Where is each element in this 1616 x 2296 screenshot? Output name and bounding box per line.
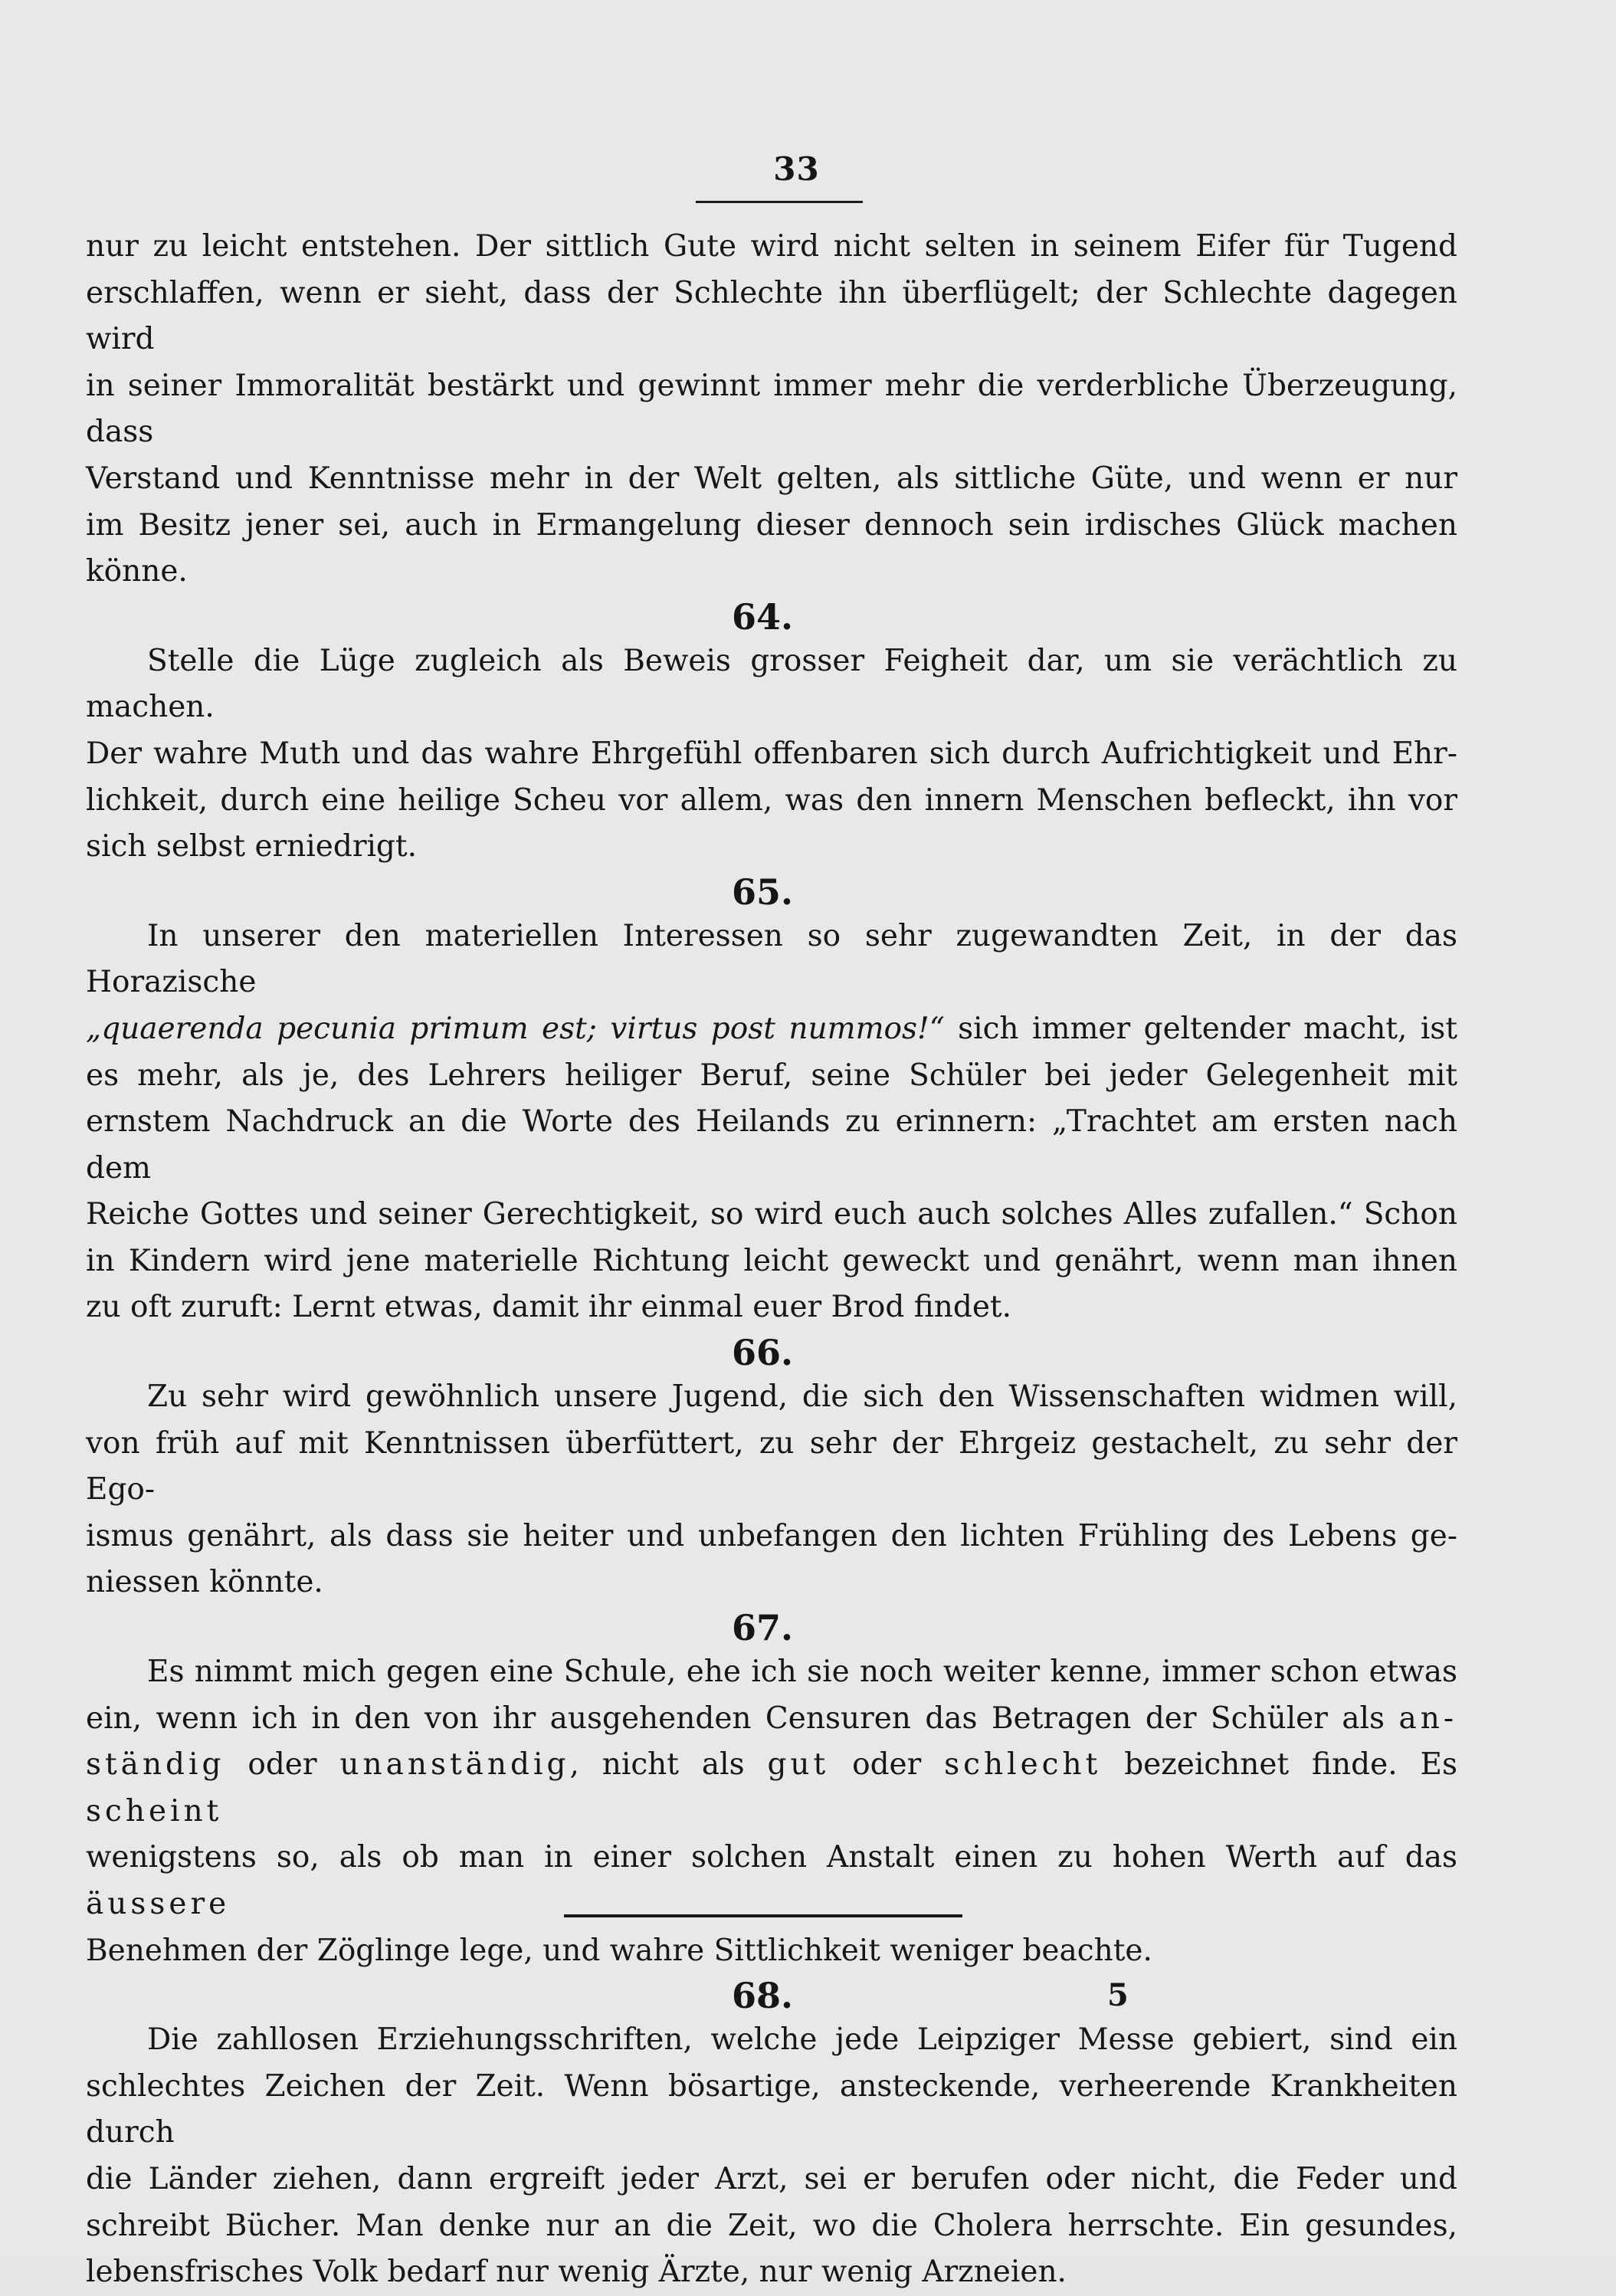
body-text — [86, 224, 1457, 2296]
text-line: zu oft zuruft: Lernt etwas, damit ihr einmal euer Brod findet. — [86, 1290, 1011, 1325]
text-fragment: bezeichnet finde. Es — [1101, 1747, 1457, 1783]
text-line: sich selbst erniedrigt. — [86, 829, 417, 864]
text-line: Der wahre Muth und das wahre Ehrgefühl offenbaren sich durch Aufrichtigkeit und Ehr- — [86, 736, 1457, 771]
spaced-word: scheint — [86, 1793, 223, 1829]
section-number-66: 66. — [731, 1332, 794, 1374]
spaced-word: äussere — [86, 1887, 231, 1921]
text-line: Verstand und Kenntnisse mehr in der Welt gelten, als sittliche Güte, und wenn er nur — [86, 461, 1457, 496]
text-fragment: oder — [225, 1747, 340, 1783]
spaced-word: unanständig — [339, 1747, 570, 1783]
spaced-word: gut — [767, 1747, 830, 1783]
text-line: erschlaffen, wenn er sieht, dass der Schlechte ihn überflügelt; der Schlechte dagegen wird — [86, 275, 1457, 357]
text-fragment: oder — [829, 1747, 945, 1783]
text-line: im Besitz jener sei, auch in Ermangelung dieser dennoch sein irdisches Glück machen könne. — [86, 507, 1457, 589]
text-line: in Kindern wird jene materielle Richtung leicht geweckt und genährt, wenn man ihnen — [86, 1243, 1457, 1278]
text-line: die Länder ziehen, dann ergreift jeder Arzt, sei er berufen oder nicht, die Feder und — [86, 2161, 1457, 2196]
text-line: ernstem Nachdruck an die Worte des Heilands zu erinnern: „Trachtet am ersten nach dem — [86, 1104, 1457, 1186]
text-line: in seiner Immoralität bestärkt und gewinnt immer mehr die verderbliche Überzeugung, dass — [86, 368, 1457, 450]
section-number-67: 67. — [731, 1607, 794, 1649]
text-line: Benehmen der Zöglinge lege, und wahre Sittlichkeit weniger beachte. — [86, 1933, 1152, 1968]
text-line — [86, 1742, 1457, 1835]
text-line: lichkeit, durch eine heilige Scheu vor allem, was den innern Menschen befleckt, ihn vor — [86, 782, 1457, 818]
header-rule — [696, 201, 863, 203]
section-number-68: 68. — [731, 1975, 794, 2017]
text-line: von früh auf mit Kenntnissen überfüttert, zu sehr der Ehrgeiz gestachelt, zu sehr der Ego- — [86, 1425, 1457, 1507]
text-line: nur zu leicht entstehen. Der sittlich Gute wird nicht selten in seinem Eifer für Tugend — [86, 229, 1457, 264]
page-number: 33 — [773, 150, 820, 188]
signature-mark: 5 — [1107, 1977, 1129, 2013]
text-line — [86, 1696, 1457, 1743]
text-line: es mehr, als je, des Lehrers heiliger Beruf, seine Schüler bei jeder Gelegenheit mit — [86, 1058, 1457, 1093]
footer-rule — [564, 1914, 962, 1917]
text-line: Die zahllosen Erziehungsschriften, welche jede Leipziger Messe gebiert, sind ein — [147, 2022, 1457, 2058]
text-fragment: ein, wenn ich in den von ihr ausgehenden Censuren das Betragen der Schüler als — [86, 1701, 1399, 1736]
text-line: Reiche Gottes und seiner Gerechtigkeit, so wird euch auch solches Alles zufallen.“ Schon — [86, 1197, 1457, 1232]
text-line: schreibt Bücher. Man denke nur an die Zeit, wo die Cholera herrschte. Ein gesundes, — [86, 2208, 1457, 2243]
section-number-64: 64. — [731, 595, 794, 638]
spaced-word: an- — [1398, 1701, 1457, 1736]
text-fragment: sich immer geltender macht, ist — [944, 1011, 1457, 1046]
spaced-word: schlecht — [944, 1747, 1102, 1783]
text-line: Stelle die Lüge zugleich als Beweis grosser Feigheit dar, um sie verächtlich zu machen. — [86, 643, 1457, 725]
text-line: Zu sehr wird gewöhnlich unsere Jugend, die sich den Wissenschaften widmen will, — [147, 1379, 1457, 1415]
text-line: Es nimmt mich gegen eine Schule, ehe ich sie noch weiter kenne, immer schon etwas — [147, 1655, 1457, 1690]
text-fragment: wenigstens so, als ob man in einer solchen Anstalt einen zu hohen Werth auf das — [86, 1840, 1457, 1875]
text-line: ismus genährt, als dass sie heiter und unbefangen den lichten Frühling des Lebens ge- — [86, 1518, 1457, 1553]
section-number-65: 65. — [731, 871, 794, 913]
text-line: niessen könnte. — [86, 1565, 323, 1600]
text-line: lebensfrisches Volk bedarf nur wenig Ärzte, nur wenig Arzneien. — [86, 2255, 1067, 2290]
text-line — [86, 1006, 1457, 1053]
horace-quote: „quaerenda pecunia primum est; virtus post nummos!“ — [86, 1011, 945, 1046]
text-line: In unserer den materiellen Interessen so sehr zugewandten Zeit, in der das Horazische — [86, 918, 1457, 1000]
spaced-word: ständig — [86, 1747, 225, 1783]
text-fragment: , nicht als — [569, 1747, 768, 1783]
text-line: schlechtes Zeichen der Zeit. Wenn bösartige, ansteckende, verheerende Krankheiten durch — [86, 2068, 1457, 2150]
